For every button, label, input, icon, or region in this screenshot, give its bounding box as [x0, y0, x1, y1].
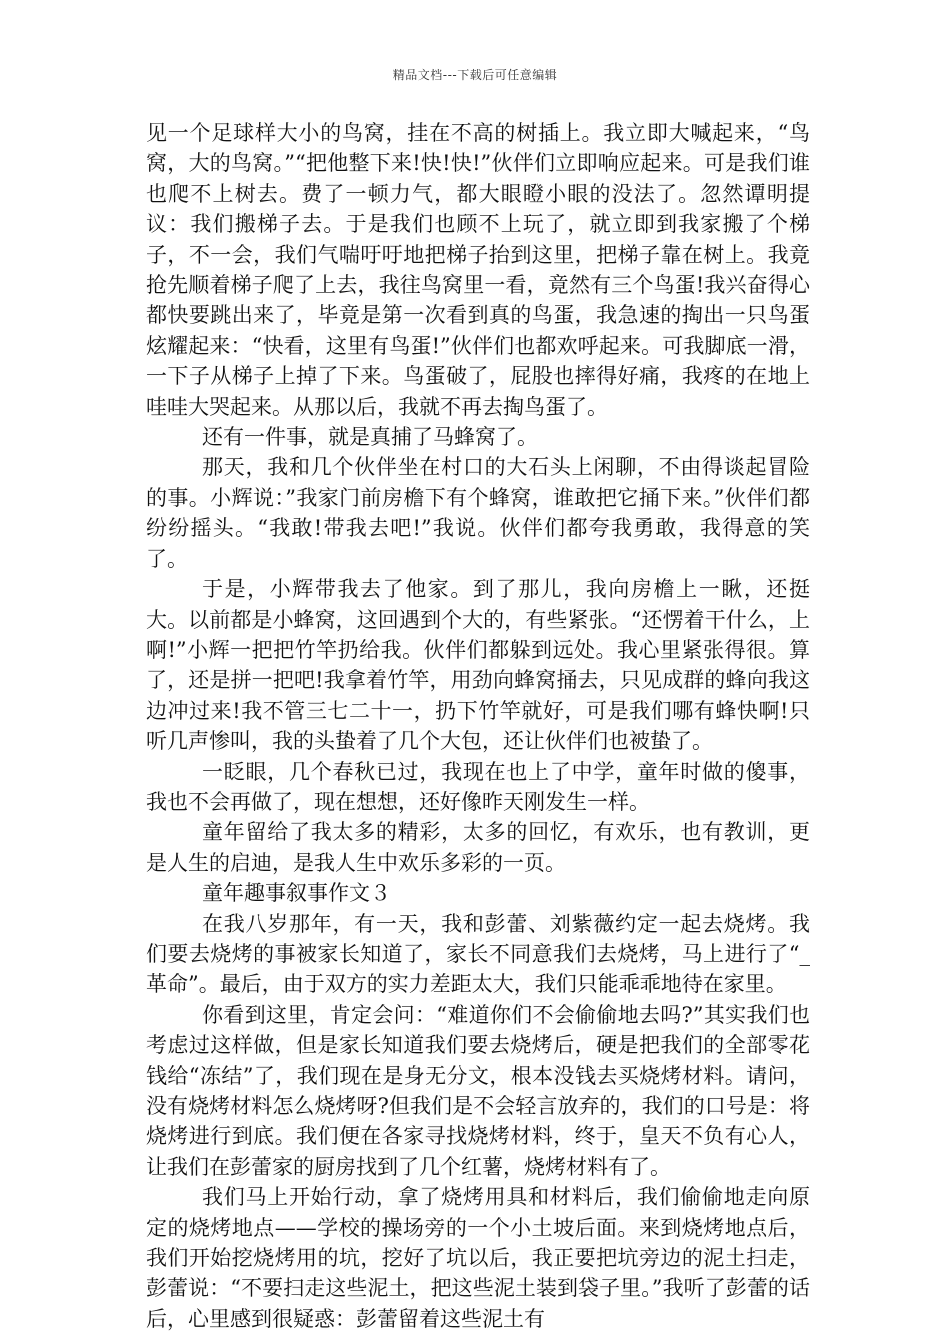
- paragraph-bbq-action: 我们马上开始行动，拿了烧烤用具和材料后，我们偷偷地走向原定的烧烤地点——学校的操场旁的一个小土坡后面。来到烧烤地点后，我们开始挖烧烤用的坑，挖好了坑以后，我正要把坑旁边的泥土扫走，彭蕾说：“不要扫走这些泥土，把这些泥土装到袋子里。”我听了彭蕾的话后，心里感到很疑惑：彭蕾留着这些泥土有: [146, 1185, 810, 1331]
- paragraph-years-passed: 一眨眼，几个春秋已过，我现在也上了中学，童年时做的傻事，我也不会再做了，现在想想，还好像昨天刚发生一样。: [146, 759, 810, 814]
- section-title: 童年趣事叙事作文３: [202, 881, 391, 906]
- paragraph-hornet-intro: 还有一件事，就是真捕了马蜂窝了。: [202, 425, 538, 450]
- paragraph-childhood-memories: 童年留给了我太多的精彩，太多的回忆，有欢乐，也有教训，更是人生的启迪，是我人生中欢乐多彩的一页。: [146, 820, 810, 875]
- page-header: 精品文档---下载后可任意编辑: [392, 68, 558, 82]
- paragraph-bird-nest: 见一个足球样大小的鸟窝，挂在不高的树插上。我立即大喊起来，“鸟窝，大的鸟窝。”“把他整下来!快!快!”伙伴们立即响应起来。可是我们谁也爬不上树去。费了一顿力气，都大眼瞪小眼的没法了。忽然谭明提议：我们搬梯子去。于是我们也顾不上玩了，就立即到我家搬了个梯子，不一会，我们气喘吁吁地把梯子抬到这里，把梯子靠在树上。我竟抢先顺着梯子爬了上去，我往鸟窝里一看，竟然有三个鸟蛋!我兴奋得心都快要跳出来了，毕竟是第一次看到真的鸟蛋，我急速的掏出一只鸟蛋炫耀起来：“快看，这里有鸟蛋!”伙伴们也都欢呼起来。可我脚底一滑，一下子从梯子上掉了下来。鸟蛋破了，屁股也摔得好痛，我疼的在地上哇哇大哭起来。从那以后，我就不再去掏鸟蛋了。: [146, 121, 810, 419]
- paragraph-hornet-nest: 于是，小辉带我去了他家。到了那儿，我向房檐上一瞅，还挺大。以前都是小蜂窝，这回遇到个大的，有些紧张。“还愣着干什么，上啊!”小辉一把把竹竿扔给我。伙伴们都躲到远处。我心里紧张得很。算了，还是拼一把吧!我拿着竹竿，用劲向蜂窝捅去，只见成群的蜂向我这边冲过来!我不管三七二十一，扔下竹竿就好，可是我们哪有蜂快啊!只听几声惨叫，我的头蛰着了几个大包，还让伙伴们也被蛰了。: [146, 577, 810, 754]
- paragraph-village-chat: 那天，我和几个伙伴坐在村口的大石头上闲聊，不由得谈起冒险的事。小辉说：”我家门前房檐下有个蜂窝，谁敢把它捅下来。”伙伴们都纷纷摇头。“我敢!带我去吧!”我说。伙伴们都夸我勇敢，我得意的笑了。: [146, 455, 810, 571]
- paragraph-bbq-materials: 你看到这里，肯定会问：“难道你们不会偷偷地去吗?”其实我们也考虑过这样做，但是家长知道我们要去烧烤后，硬是把我们的全部零花钱给“冻结”了，我们现在是身无分文，根本没钱去买烧烤材料。请问，没有烧烤材料怎么烧烤呀?但我们是不会轻言放弃的，我们的口号是：将烧烤进行到底。我们便在各家寻找烧烤材料，终于，皇天不负有心人，让我们在彭蕾家的厨房找到了几个红薯，烧烤材料有了。: [146, 1002, 810, 1179]
- paragraph-bbq-plan: 在我八岁那年，有一天，我和彭蕾、刘紫薇约定一起去烧烤。我们要去烧烤的事被家长知道了，家长不同意我们去烧烤，马上进行了“_革命”。最后，由于双方的实力差距太大，我们只能乖乖地待在家里。: [146, 911, 810, 997]
- document-body: [146, 118, 810, 1334]
